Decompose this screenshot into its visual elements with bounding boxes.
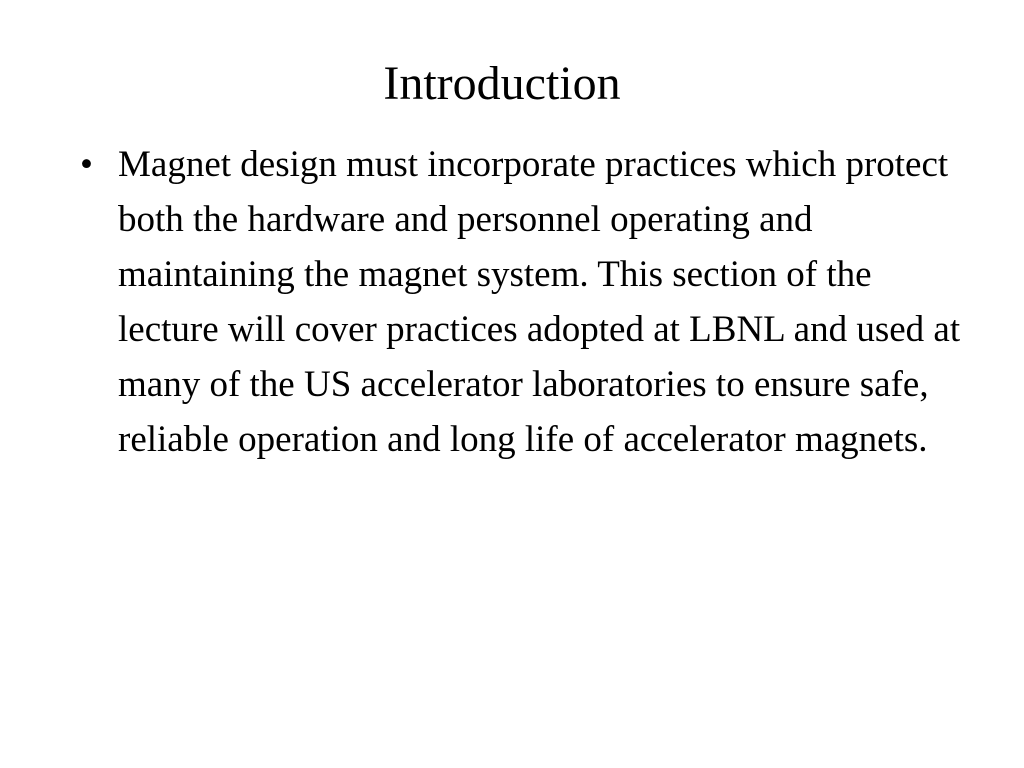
bullet-marker: •: [80, 144, 93, 185]
bullet-text: Magnet design must incorporate practices which protect both the hardware and personnel operating and maintaining the magnet system. This section of the lecture will cover practices adopted at LBNL and used at many of the US accelerator laboratories to ensure safe, reliable operation and long life of accelerator magnets.: [118, 144, 961, 460]
bullet-item: [80, 137, 980, 467]
slide-title: Introduction: [383, 57, 621, 110]
bullet-list: [80, 137, 980, 467]
